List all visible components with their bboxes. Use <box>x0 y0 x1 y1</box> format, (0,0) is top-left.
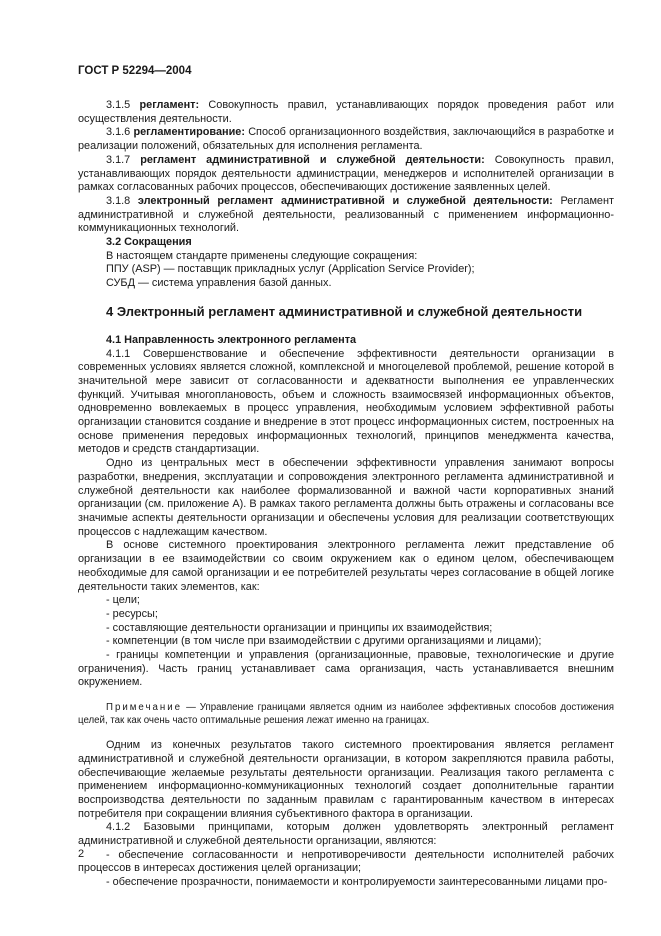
list-item: - границы компетенции и управления (организационные, правовые, технологические и другие ограничения). Часть границ устанавливает сама организация, часть устанавливается внешним окружением. <box>78 649 614 689</box>
paragraph-4-1-2: 4.1.2 Базовыми принципами, которым должен удовлетворять электронный регламент административной и служебной деятельности организации, являются: <box>78 821 614 848</box>
paragraph: Одно из центральных мест в обеспечении эффективности управления занимают вопросы разработки, внедрения, эксплуатации и сопровождения электронного регламента административной и служебной деятельности как наиболее формализованной и важной части корпоративных знаний организации (см. приложение А). В рамках такого регламента должны быть отражены и согласованы все значимые аспекты деятельности организации и обеспечены условия для реализации соответствующих процессов с надлежащим качеством. <box>78 457 614 538</box>
list-item: - обеспечение согласованности и непротиворечивости деятельности исполнителей рабочих процессов в интересах достижения целей организации; <box>78 848 614 875</box>
definition-3-1-6: 3.1.6 регламентирование: Способ организационного воздействия, заключающийся в разработке и реализации положений, обязательных для исполнения регламента. <box>78 126 614 153</box>
note-label: Примечание <box>106 702 183 714</box>
abbreviation-item: ППУ (ASP) — поставщик прикладных услуг (Application Service Provider); <box>106 263 475 276</box>
list-item: - ресурсы; <box>106 607 158 620</box>
abbreviations-heading: 3.2 Сокращения <box>106 236 192 249</box>
elements-list <box>78 594 614 690</box>
definition-3-1-8: 3.1.8 электронный регламент административной и служебной деятельности: Регламент административной и служебной деятельности, реализованный с применением информационно-коммуникационных технологий. <box>78 194 614 235</box>
list-item: - компетенции (в том числе при взаимодействии с другими организациями и лицами); <box>106 635 542 648</box>
note-text: — Управление границами является одним из наиболее эффективных способов достижения целей, так как очень часто оптимальные решения лежат именно на границах. <box>78 702 614 726</box>
note <box>78 702 614 727</box>
section-4-title: 4 Электронный регламент административной и служебной деятельности <box>106 303 583 319</box>
document-header: ГОСТ Р 52294—2004 <box>78 65 192 77</box>
list-item: - цели; <box>106 594 140 607</box>
list-item: - обеспечение прозрачности, понимаемости и контролируемости заинтересованными лицами про- <box>106 876 608 889</box>
definition-3-1-5: 3.1.5 регламент: Совокупность правил, устанавливающих порядок проведения работ или осуществления деятельности. <box>78 99 614 125</box>
abbreviation-item: СУБД — система управления базой данных. <box>106 277 332 290</box>
paragraph: Одним из конечных результатов такого системного проектирования является регламент административной и служебной деятельности организации, в котором закрепляются правила работы, обеспечивающие желаемые результаты деятельности организации. Реализация такого регламента с применением информационно-коммуникационных технологий создает дополнительные гарантии воспроизводства деятельности по заданным правилам с гарантированным качеством в интересах потребителя при сокращении влияния субъективного фактора в организации. <box>78 739 614 820</box>
document-body <box>78 99 614 890</box>
subsection-4-1-heading: 4.1 Направленность электронного регламента <box>106 333 357 346</box>
abbreviations-intro: В настоящем стандарте применены следующие сокращения: <box>106 249 418 262</box>
paragraph: В основе системного проектирования электронного регламента лежит представление об организации в ее взаимодействии со своим окружением как о едином целом, обеспечивающем необходимые для самой организации и ее потребителей результаты через согласование в общей логике деятельности таких элементов, как: <box>78 539 614 593</box>
paragraph-4-1-1: 4.1.1 Совершенствование и обеспечение эффективности деятельности организации в современных условиях является сложной, комплексной и многоцелевой проблемой, решение которой в значительной мере зависит от согласованности и адекватности выполнения ее управленческих функций. Учитывая многоплановость, объем и сложность взаимосвязей информационных объектов, одновременно вовлекаемых в процесс управления, необходимым условием эффективной работы организации становится создание и внедрение в этот процесс информационных систем, построенных на основе применения передовых информационных технологий, принципов менеджмента качества, методов и средств стандартизации. <box>78 347 614 456</box>
page-number: 2 <box>78 848 85 860</box>
definition-3-1-7: 3.1.7 регламент административной и служебной деятельности: Совокупность правил, устанавливающих порядок деятельности администрации, менеджеров и исполнителей организации в рамках согласованных рабочих процессов, обеспечивающих достижение заявленных целей. <box>78 153 615 194</box>
list-item: - составляющие деятельности организации и принципы их взаимодействия; <box>106 621 493 634</box>
principles-list <box>78 849 614 890</box>
